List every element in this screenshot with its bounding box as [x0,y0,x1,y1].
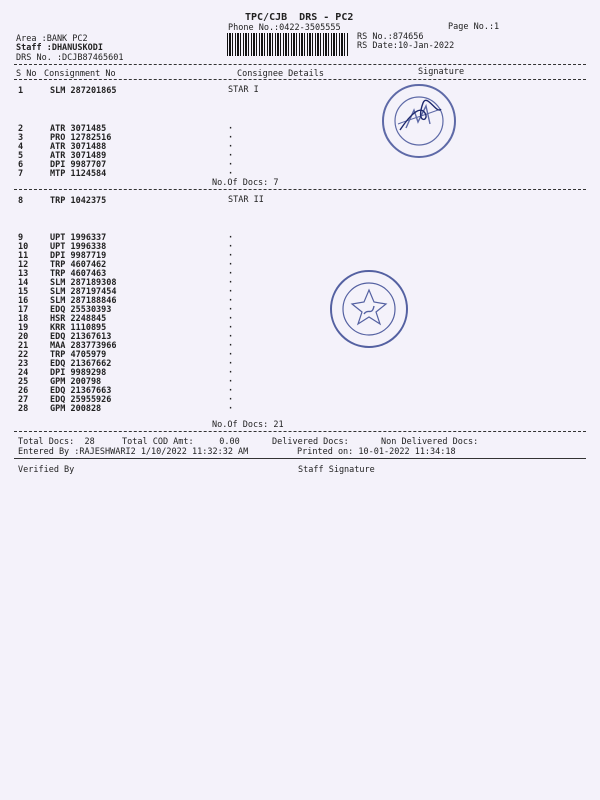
total-cod: Total COD Amt: 0.00 [122,437,240,447]
consignee-placeholder-dot: · [228,233,234,243]
consignee-placeholder-dot: · [228,368,234,378]
consignee-placeholder-dot: · [228,269,234,279]
serial-number: 11 [18,251,29,261]
barcode-image [227,33,349,56]
consignment-number: DPI 9987719 [50,251,107,261]
consignment-number: ATR 3071489 [50,151,107,161]
serial-number: 24 [18,368,29,378]
consignment-number: HSR 2248845 [50,314,107,324]
serial-number: 2 [18,124,24,134]
non-delivered-docs: Non Delivered Docs: [381,437,479,447]
consignment-number: GPM 200798 [50,377,102,387]
consignment-number: PRO 12782516 [50,133,112,143]
table-row [0,169,600,179]
staff-label: Staff :DHANUSKODI [16,43,103,53]
consignment-number: MTP 1124584 [50,169,107,179]
consignment-number: UPT 1996337 [50,233,107,243]
serial-number: 27 [18,395,29,405]
divider [14,458,586,459]
consignee-placeholder-dot: · [228,142,234,152]
consignment-number: SLM 287201865 [50,86,117,96]
staff-signature: Staff Signature [298,465,375,475]
consignment-number: EDQ 25530393 [50,305,112,315]
divider [14,189,586,190]
serial-number: 10 [18,242,29,252]
consignment-number: EDQ 21367613 [50,332,112,342]
consignee-placeholder-dot: · [228,260,234,270]
serial-number: 15 [18,287,29,297]
col-sno: S No [16,69,37,79]
consignee-name: STAR II [228,195,264,205]
consignment-number: TRP 4607463 [50,269,107,279]
consignee-placeholder-dot: · [228,350,234,360]
consignee-placeholder-dot: · [228,133,234,143]
serial-number: 7 [18,169,24,179]
consignee-placeholder-dot: · [228,287,234,297]
consignment-number: ATR 3071485 [50,124,107,134]
serial-number: 14 [18,278,29,288]
consignee-placeholder-dot: · [228,151,234,161]
consignee-placeholder-dot: · [228,278,234,288]
consignment-number: SLM 287197454 [50,287,117,297]
entered-by: Entered By :RAJESHWARI2 1/10/2022 11:32:32 AM [18,447,249,457]
consignment-number: TRP 4705979 [50,350,107,360]
consignment-number: GPM 200828 [50,404,102,414]
serial-number: 21 [18,341,29,351]
consignment-number: TRP 4607462 [50,260,107,270]
serial-number: 8 [18,196,24,206]
consignment-number: DPI 9987707 [50,160,107,170]
doc-count: No.Of Docs: 7 [212,178,279,188]
serial-number: 3 [18,133,24,143]
company-seal-stamp [328,268,410,350]
consignee-placeholder-dot: · [228,124,234,134]
serial-number: 28 [18,404,29,414]
consignee-placeholder-dot: · [228,160,234,170]
col-consignment: Consignment No [44,69,116,79]
col-consignee: Consignee Details [237,69,324,79]
consignment-number: EDQ 21367663 [50,386,112,396]
consignment-number: EDQ 21367662 [50,359,112,369]
drs-number: DRS No. :DCJB87465601 [16,53,124,63]
consignee-placeholder-dot: · [228,169,234,179]
consignee-name: STAR I [228,85,259,95]
serial-number: 13 [18,269,29,279]
serial-number: 25 [18,377,29,387]
consignee-placeholder-dot: · [228,404,234,414]
verified-by: Verified By [18,465,75,475]
consignment-number: MAA 283773966 [50,341,117,351]
consignee-placeholder-dot: · [228,314,234,324]
serial-number: 1 [18,86,24,96]
phone-number: Phone No.:0422-3505555 [228,23,341,33]
consignee-placeholder-dot: · [228,332,234,342]
consignee-placeholder-dot: · [228,251,234,261]
consignee-placeholder-dot: · [228,377,234,387]
total-docs: Total Docs: 28 [18,437,95,447]
serial-number: 4 [18,142,24,152]
col-signature: Signature [418,67,465,77]
serial-number: 20 [18,332,29,342]
serial-number: 23 [18,359,29,369]
consignee-placeholder-dot: · [228,323,234,333]
serial-number: 5 [18,151,24,161]
signature-scribble [395,95,445,140]
consignee-placeholder-dot: · [228,296,234,306]
consignment-number: UPT 1996338 [50,242,107,252]
consignee-placeholder-dot: · [228,341,234,351]
group-head-row [0,196,600,206]
printed-on: Printed on: 10-01-2022 11:34:18 [297,447,456,457]
consignee-placeholder-dot: · [228,242,234,252]
consignment-number: SLM 287188846 [50,296,117,306]
consignment-number: ATR 3071488 [50,142,107,152]
serial-number: 12 [18,260,29,270]
area-label: Area :BANK PC2 [16,34,88,44]
serial-number: 22 [18,350,29,360]
doc-count: No.Of Docs: 21 [212,420,284,430]
consignment-number: SLM 287189308 [50,278,117,288]
consignment-number: EDQ 25955926 [50,395,112,405]
serial-number: 18 [18,314,29,324]
serial-number: 17 [18,305,29,315]
consignment-number: TRP 1042375 [50,196,107,206]
divider [14,79,586,80]
table-row [0,404,600,414]
group-head-row [0,86,600,96]
serial-number: 16 [18,296,29,306]
page-number: Page No.:1 [448,22,500,32]
consignee-placeholder-dot: · [228,386,234,396]
consignment-number: DPI 9989298 [50,368,107,378]
consignment-number: KRR 1110895 [50,323,107,333]
serial-number: 26 [18,386,29,396]
serial-number: 9 [18,233,24,243]
delivered-docs: Delivered Docs: [272,437,349,447]
rs-date: RS Date:10-Jan-2022 [357,41,455,51]
consignee-placeholder-dot: · [228,305,234,315]
consignee-placeholder-dot: · [228,359,234,369]
consignee-placeholder-dot: · [228,395,234,405]
serial-number: 6 [18,160,24,170]
serial-number: 19 [18,323,29,333]
divider [14,431,586,432]
divider [14,64,586,65]
report-title: TPC/CJB DRS - PC2 [245,12,354,23]
rs-number: RS No.:874656 [357,32,424,42]
